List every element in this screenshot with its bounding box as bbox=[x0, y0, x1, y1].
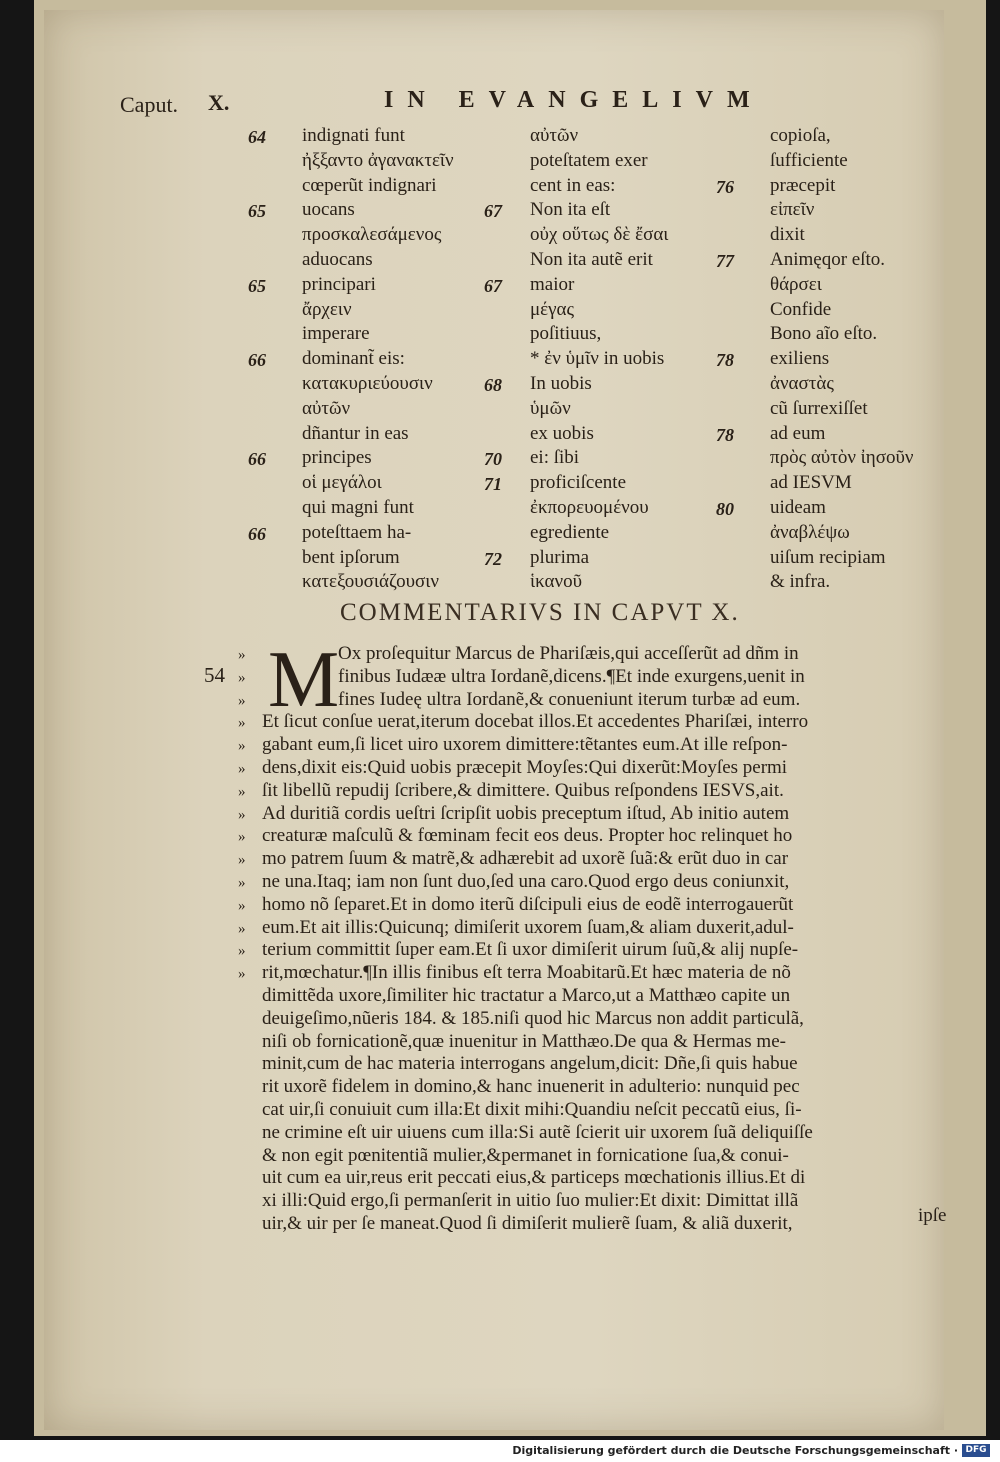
commentary-line: dens,dixit eis:Quid uobis præcepit Moyſes:Qui dixerũt:Moyſes permi bbox=[262, 757, 788, 778]
gloss-line: principes bbox=[302, 447, 372, 469]
commentary-line: mo patrem ſuum & matrẽ,& adhærebit ad uxorẽ ſuã:& erũt duo in car bbox=[262, 848, 789, 870]
commentary-line: creaturæ maſculũ & fœminam fecit eos deus. Propter hoc relinquet ho bbox=[262, 825, 793, 847]
catchword: ipſe bbox=[918, 1205, 947, 1226]
quotation-mark: » bbox=[238, 920, 246, 937]
gloss-line: ἱκανοῦ bbox=[530, 571, 582, 593]
commentary-line: finibus Iudææ ultra Iordanẽ,dicens.¶Et inde exurgens,uenit in bbox=[338, 665, 805, 687]
caput-label: Caput. bbox=[120, 92, 179, 117]
quotation-mark: » bbox=[238, 875, 246, 891]
quotation-mark: » bbox=[238, 761, 246, 777]
footer-bar bbox=[0, 1440, 1000, 1462]
gloss-verse-number: 76 bbox=[716, 176, 734, 197]
gloss-line: cœperũt indignari bbox=[302, 174, 437, 196]
gloss-line: cent in eas: bbox=[530, 174, 616, 196]
gloss-line: * ἐν ὑμῖν in uobis bbox=[530, 348, 665, 370]
commentary-line: homo nõ ſeparet.Et in domo iterũ diſcipuli eius de eodẽ interrogauerũt bbox=[262, 893, 794, 915]
gloss-line: οὐχ οὕτως δὲ ἔσαι bbox=[530, 224, 669, 246]
gloss-line: ad eum bbox=[770, 422, 826, 444]
commentary-line: dimittẽda uxore,ſimiliter hic tractatur a Marco,ut a Matthæo capite un bbox=[262, 985, 791, 1006]
commentary-line: fines Iudeę ultra Iordanẽ,& conueniunt iterum turbæ ad eum. bbox=[338, 688, 801, 710]
gloss-line: ὑμῶν bbox=[530, 397, 571, 419]
gloss-verse-number: 66 bbox=[248, 523, 266, 544]
gloss-line: principari bbox=[302, 273, 376, 295]
gloss-line: aduocans bbox=[302, 249, 373, 270]
gloss-line: imperare bbox=[302, 323, 370, 345]
quotation-mark: » bbox=[238, 669, 246, 686]
quotation-mark: » bbox=[238, 966, 246, 983]
quotation-mark: » bbox=[238, 806, 246, 823]
commentary-line: eum.Et ait illis:Quicunq; dimiſerit uxorem ſuam,& aliam duxerit,adul- bbox=[262, 916, 794, 938]
gloss-line: præcepit bbox=[770, 174, 836, 196]
gloss-line: poteſtatem exer bbox=[530, 149, 648, 171]
commentary-line: cat uir,ſi conuiuit cum illa:Et dixit mihi:Quandiu neſcit peccatũ eius, ſi- bbox=[262, 1099, 802, 1120]
gloss-line: εἰπεῖν bbox=[770, 199, 815, 221]
gloss-line: θάρσει bbox=[770, 273, 822, 295]
gloss-line: bent ipſorum bbox=[302, 546, 400, 568]
gloss-line: Non ita eſt bbox=[530, 199, 611, 221]
quotation-mark: » bbox=[238, 852, 246, 869]
quotation-mark: » bbox=[238, 783, 246, 800]
gloss-line: πρὸς αὐτὸν ἰησοῦν bbox=[770, 447, 914, 469]
commentary-line: xi illi:Quid ergo,ſi permanſerit in uitio ſuo mulier:Et dixit: Dimittat illã bbox=[262, 1190, 799, 1212]
commentary-line: & non egit pœnitentiã mulier,&permanet in fornicatione ſua,& conui- bbox=[262, 1144, 789, 1166]
commentary-line: terium committit ſuper eam.Et ſi uxor dimiſerit uirum ſuũ,& alij nupſe- bbox=[262, 939, 799, 961]
gloss-verse-number: 70 bbox=[484, 449, 502, 470]
gloss-line: ἐκπορευομένου bbox=[530, 497, 649, 518]
gloss-verse-number: 71 bbox=[484, 474, 502, 495]
gloss-line: ad IESVM bbox=[770, 472, 852, 494]
commentary-line: minit,cum de hac materia interrogans angelum,dicit: Dñe,ſi quis habue bbox=[262, 1053, 798, 1075]
gloss-line: & infra. bbox=[770, 571, 831, 593]
gloss-verse-number: 78 bbox=[716, 424, 734, 445]
chapter-numeral: X. bbox=[208, 90, 230, 115]
gloss-line: αὐτῶν bbox=[302, 397, 351, 419]
gloss-line: dñantur in eas bbox=[302, 422, 409, 444]
gloss-verse-number: 67 bbox=[484, 201, 502, 222]
quotation-mark: » bbox=[238, 897, 246, 914]
gloss-line: plurima bbox=[530, 546, 590, 568]
commentary-line: uit cum ea uir,reus erit peccati eius,& particeps mœchationis illius.Et di bbox=[262, 1167, 806, 1189]
gloss-line: egrediente bbox=[530, 521, 610, 543]
gloss-line: Non ita autẽ erit bbox=[530, 249, 653, 270]
gloss-line: ſufficiente bbox=[770, 149, 848, 171]
running-title: IN EVANGELIVM bbox=[384, 87, 764, 113]
gloss-verse-number: 65 bbox=[248, 201, 266, 222]
gloss-line: ei: ſibi bbox=[530, 447, 580, 469]
gloss-line: qui magni funt bbox=[302, 497, 414, 518]
gloss-line: uideam bbox=[770, 497, 826, 518]
commentary-line: rit,mœchatur.¶In illis finibus eſt terra Moabitarũ.Et hæc materia de nõ bbox=[262, 962, 791, 984]
gloss-line: poteſttaem ha- bbox=[302, 521, 412, 543]
gloss-verse-number: 68 bbox=[484, 375, 502, 395]
gloss-line: dominant̃ eis: bbox=[302, 348, 405, 370]
gloss-line: In uobis bbox=[530, 373, 592, 394]
commentary-line: Ox proſequitur Marcus de Phariſæis,qui acceſſerũt ad dñm in bbox=[338, 643, 799, 664]
gloss-verse-number: 66 bbox=[248, 449, 266, 470]
commentary-line: ne crimine eſt uir uiuens cum illa:Si autẽ ſcierit uir uxorem ſuã deliquiſſe bbox=[262, 1121, 813, 1143]
quotation-mark: » bbox=[238, 647, 246, 663]
gloss-line: cũ ſurrexiſſet bbox=[770, 397, 868, 419]
gloss-line: αὐτῶν bbox=[530, 125, 579, 146]
commentary-line: Ad duritiã cordis ueſtri ſcripſit uobis preceptum iſtud, Ab initio autem bbox=[262, 802, 790, 824]
gloss-line: Animęqor eſto. bbox=[770, 249, 886, 270]
gloss-line: exiliens bbox=[770, 348, 830, 370]
gloss-line: indignati funt bbox=[302, 125, 405, 146]
gloss-line: μέγας bbox=[530, 298, 575, 320]
gloss-verse-number: 65 bbox=[248, 275, 266, 296]
commentary-line: Et ſicut conſue uerat,iterum docebat illos.Et accedentes Phariſæi, interro bbox=[262, 711, 809, 733]
gloss-line: ἀναστὰς bbox=[770, 373, 834, 394]
commentary-line: rit uxorẽ fidelem in domino,& hanc inuenerit in adulterio: nunquid pec bbox=[262, 1076, 800, 1098]
commentary-line: gabant eum,ſi licet uiro uxorem dimittere:tẽtantes eum.At ille reſpon- bbox=[262, 734, 788, 756]
gloss-line: ἀναβλέψω bbox=[770, 521, 850, 543]
dfg-logo: DFG bbox=[962, 1444, 990, 1457]
gloss-line: ex uobis bbox=[530, 422, 594, 444]
gloss-line: ἠξξαντο ἀγανακτεῖν bbox=[302, 149, 454, 171]
gloss-line: maior bbox=[530, 273, 575, 295]
commentary-line: deuigeſimo,nũeris 184. & 185.niſi quod hic Marcus non addit particulã, bbox=[262, 1007, 804, 1029]
gloss-line: ἄρχειν bbox=[302, 298, 352, 320]
commentary-line: niſi ob fornicationẽ,quæ inuenitur in Matthæo.De qua & Hermas me- bbox=[262, 1030, 786, 1052]
gloss-verse-number: 66 bbox=[248, 350, 266, 371]
funding-notice: Digitalisierung gefördert durch die Deutsche Forschungsgemeinschaft · bbox=[512, 1444, 958, 1457]
quotation-mark: » bbox=[238, 715, 246, 732]
gloss-line: uiſum recipiam bbox=[770, 546, 886, 568]
gloss-line: Bono aĩo eſto. bbox=[770, 323, 878, 345]
book-page bbox=[44, 10, 947, 1430]
quotation-mark: » bbox=[238, 943, 246, 960]
commentary-line: ne una.Itaq; iam non ſunt duo,ſed una caro.Quod ergo deus coniunxit, bbox=[262, 871, 790, 892]
gloss-verse-number: 80 bbox=[716, 499, 734, 519]
gloss-verse-number: 64 bbox=[248, 127, 266, 147]
quotation-mark: » bbox=[238, 829, 246, 846]
gloss-line: copioſa, bbox=[770, 125, 831, 146]
quotation-mark: » bbox=[238, 738, 246, 755]
gloss-verse-number: 77 bbox=[716, 251, 734, 271]
commentary-line: ſit libellũ repudij ſcribere,& dimittere. Quibus reſpondens IESVS,ait. bbox=[262, 779, 784, 801]
gloss-verse-number: 67 bbox=[484, 275, 502, 296]
commentary-title: COMMENTARIVS IN CAPVT X. bbox=[340, 599, 740, 626]
gloss-line: poſitiuus, bbox=[530, 323, 602, 345]
gloss-line: dixit bbox=[770, 224, 805, 246]
quotation-mark: » bbox=[238, 692, 246, 709]
gloss-line: Confide bbox=[770, 298, 832, 320]
gloss-verse-number: 72 bbox=[484, 548, 502, 569]
gloss-line: κατεξουσιάζουσιν bbox=[302, 571, 439, 593]
drop-capital: M bbox=[268, 636, 340, 724]
commentary-line: uir,& uir per ſe maneat.Quod ſi dimiſerit mulierẽ ſuam, & aliã duxerit, bbox=[262, 1213, 793, 1234]
gloss-line: κατακυριεύουσιν bbox=[302, 373, 433, 394]
margin-number: 54 bbox=[204, 663, 225, 687]
gloss-verse-number: 78 bbox=[716, 350, 734, 371]
gloss-line: proficiſcente bbox=[530, 472, 627, 494]
gloss-line: προσκαλεσάμενος bbox=[302, 224, 442, 246]
gloss-line: οἱ μεγάλοι bbox=[302, 472, 382, 494]
gloss-line: uocans bbox=[302, 199, 355, 221]
